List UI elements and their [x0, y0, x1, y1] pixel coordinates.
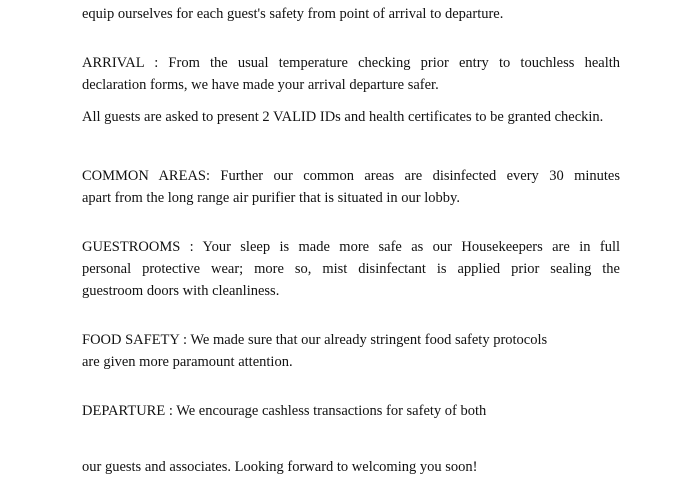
guestrooms-line-1: GUESTROOMS : Your sleep is made more safe as our Housekeepers are in full: [82, 239, 620, 255]
common-areas-line-2: apart from the long range air purifier that is situated in our lobby.: [82, 190, 460, 206]
food-safety-line-2: are given more paramount attention.: [82, 354, 293, 370]
ids-note: All guests are asked to present 2 VALID IDs and health certificates to be granted checkin.: [82, 109, 604, 125]
guestrooms-line-3: guestroom doors with cleanliness.: [82, 283, 280, 299]
arrival-line-2: declaration forms, we have made your arrival departure safer.: [82, 77, 439, 93]
guestrooms-line-2: personal protective wear; more so, mist disinfectant is applied prior sealing the: [82, 261, 620, 277]
departure-line-1: DEPARTURE : We encourage cashless transactions for safety of both: [82, 403, 487, 419]
arrival-line-1: ARRIVAL : From the usual temperature checking prior entry to touchless health: [82, 55, 620, 71]
intro-tail-line: equip ourselves for each guest's safety from point of arrival to departure.: [82, 6, 504, 22]
common-areas-line-1: COMMON AREAS: Further our common areas are disinfected every 30 minutes: [82, 168, 620, 184]
food-safety-line-1: FOOD SAFETY : We made sure that our already stringent food safety protocols: [82, 332, 548, 348]
closing-line: our guests and associates. Looking forward to welcoming you soon!: [82, 459, 478, 475]
